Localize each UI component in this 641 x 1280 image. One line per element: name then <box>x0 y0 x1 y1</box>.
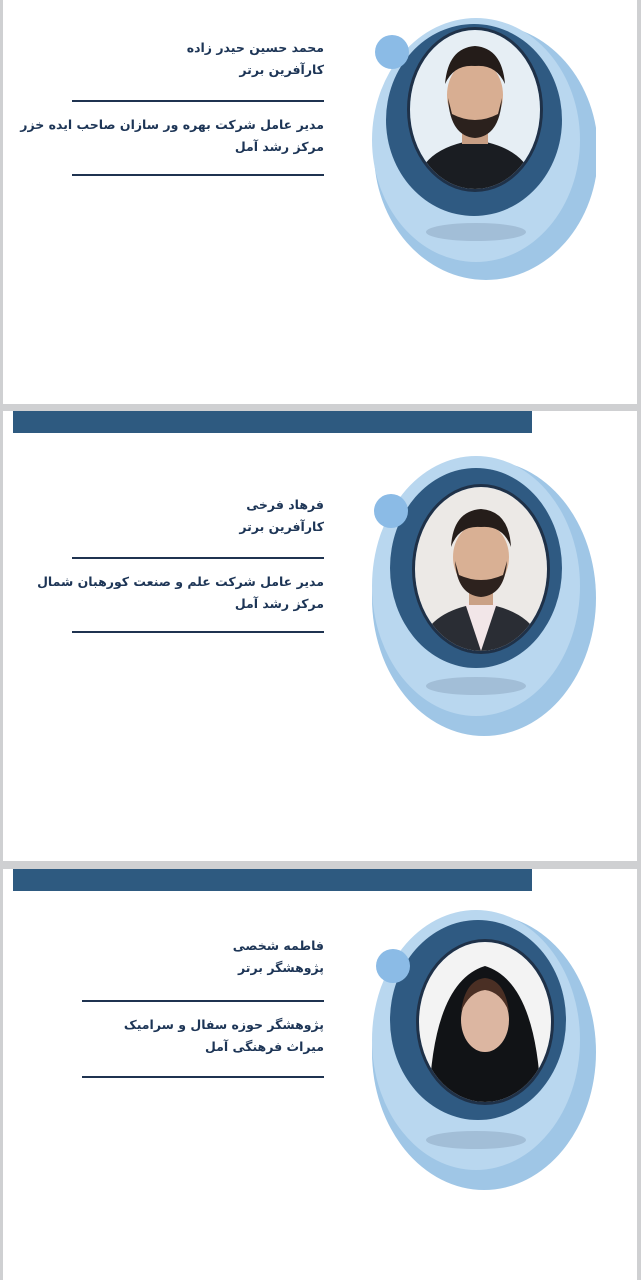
profile-center: میراث فرهنگی آمل <box>205 1039 324 1054</box>
divider <box>72 631 324 633</box>
divider <box>82 1000 324 1002</box>
profile-position: مدیر عامل شرکت بهره ور سازان صاحب ایده خزر <box>20 117 324 132</box>
profile-photo <box>407 27 543 192</box>
profile-name: فرهاد فرخی <box>246 497 324 512</box>
profile-photo <box>412 484 550 654</box>
divider <box>72 174 324 176</box>
profile-center: مرکز رشد آمل <box>234 139 324 154</box>
divider <box>72 557 324 559</box>
divider <box>82 1076 324 1078</box>
header-bar <box>13 869 532 891</box>
profile-position: پژوهشگر حوزه سفال و سرامیک <box>123 1017 324 1032</box>
profile-title: کارآفرین برتر <box>239 519 324 534</box>
profile-position: مدیر عامل شرکت علم و صنعت کورهبان شمال <box>37 574 324 589</box>
profile-slide-2 <box>3 411 637 861</box>
profile-info <box>37 494 324 633</box>
profile-slide-3 <box>3 869 637 1280</box>
profile-slide-1 <box>3 0 637 404</box>
profile-photo <box>416 939 554 1105</box>
profile-center: مرکز رشد آمل <box>234 596 324 611</box>
profile-info <box>44 935 324 1078</box>
profile-name: فاطمه شخصی <box>232 938 324 953</box>
header-bar <box>13 411 532 433</box>
profile-title: کارآفرین برتر <box>239 62 324 77</box>
profile-name: محمد حسین حیدر زاده <box>186 40 324 55</box>
profile-title: پژوهشگر برتر <box>238 960 324 975</box>
divider <box>72 100 324 102</box>
profile-info <box>20 37 324 176</box>
